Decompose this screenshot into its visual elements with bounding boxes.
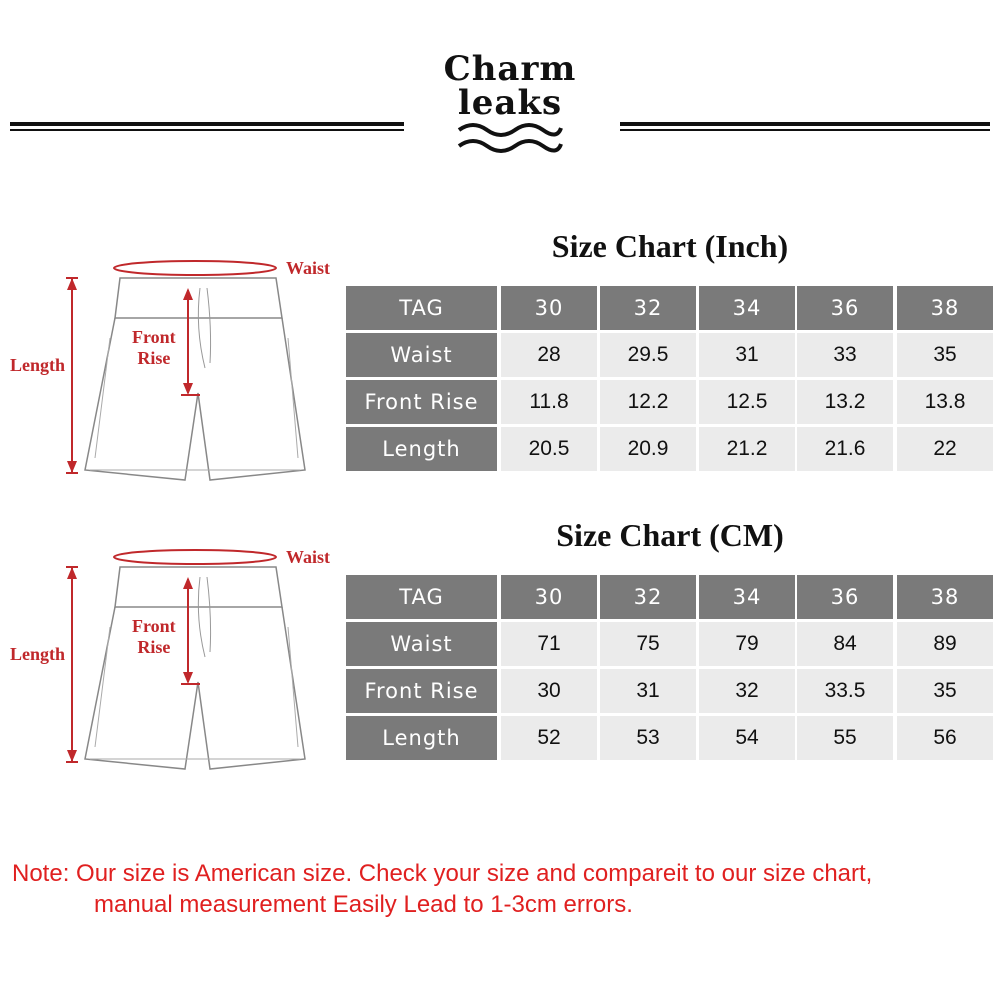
table-cell: 20.5 bbox=[501, 427, 597, 471]
table-cell: 32 bbox=[699, 669, 795, 713]
table-cell: 75 bbox=[600, 622, 696, 666]
table-header-cell: 30 bbox=[501, 286, 597, 330]
table-cell: 13.8 bbox=[897, 380, 993, 424]
chart-title: Size Chart (CM) bbox=[556, 517, 784, 553]
table-cell: 35 bbox=[897, 669, 993, 713]
length-label: Length bbox=[10, 355, 66, 375]
table-cell: 89 bbox=[897, 622, 993, 666]
table-cell: 33 bbox=[797, 333, 893, 377]
header-rule-right bbox=[620, 122, 990, 131]
table-cell: 21.2 bbox=[699, 427, 795, 471]
table-cell: 11.8 bbox=[501, 380, 597, 424]
row-label: Waist bbox=[346, 622, 497, 666]
length-label: Length bbox=[10, 644, 66, 664]
table-cell: 20.9 bbox=[600, 427, 696, 471]
table-cell: 28 bbox=[501, 333, 597, 377]
brand-line2: leaks bbox=[457, 83, 563, 123]
header-rule-left bbox=[10, 122, 404, 131]
table-cell: 12.2 bbox=[600, 380, 696, 424]
table-header-cell: TAG bbox=[346, 575, 497, 619]
row-label: Front Rise bbox=[346, 380, 497, 424]
table-cell: 55 bbox=[797, 716, 893, 760]
table-header-cell: 38 bbox=[897, 575, 993, 619]
table-header-cell: 36 bbox=[797, 575, 893, 619]
shorts-diagram bbox=[0, 537, 345, 782]
table-cell: 29.5 bbox=[600, 333, 696, 377]
table-cell: 84 bbox=[797, 622, 893, 666]
table-cell: 53 bbox=[600, 716, 696, 760]
table-cell: 13.2 bbox=[797, 380, 893, 424]
table-cell: 12.5 bbox=[699, 380, 795, 424]
table-header-cell: 30 bbox=[501, 575, 597, 619]
front-rise-label: Front Rise bbox=[132, 327, 176, 368]
table-header-cell: 36 bbox=[797, 286, 893, 330]
table-cell: 56 bbox=[897, 716, 993, 760]
table-header-cell: 34 bbox=[699, 286, 795, 330]
shorts-diagram bbox=[0, 248, 345, 493]
table-cell: 52 bbox=[501, 716, 597, 760]
table-header-cell: 32 bbox=[600, 286, 696, 330]
row-label: Waist bbox=[346, 333, 497, 377]
table-cell: 21.6 bbox=[797, 427, 893, 471]
table-cell: 35 bbox=[897, 333, 993, 377]
table-cell: 79 bbox=[699, 622, 795, 666]
brand-line1: Charm bbox=[443, 49, 577, 89]
row-label: Length bbox=[346, 716, 497, 760]
table-cell: 30 bbox=[501, 669, 597, 713]
table-cell: 71 bbox=[501, 622, 597, 666]
chart-title: Size Chart (Inch) bbox=[551, 228, 789, 264]
table-cell: 31 bbox=[600, 669, 696, 713]
table-header-cell: TAG bbox=[346, 286, 497, 330]
size-note bbox=[12, 858, 872, 920]
brand-logo bbox=[430, 49, 590, 161]
front-rise-label: Front Rise bbox=[132, 616, 176, 657]
table-cell: 54 bbox=[699, 716, 795, 760]
waist-label: Waist bbox=[286, 547, 331, 567]
waves-icon bbox=[455, 120, 565, 156]
note-line1: Note: Our size is American size. Check your size and compareit to our size chart, bbox=[12, 860, 873, 887]
row-label: Front Rise bbox=[346, 669, 497, 713]
table-cell: 33.5 bbox=[797, 669, 893, 713]
table-cell: 22 bbox=[897, 427, 993, 471]
table-header-cell: 34 bbox=[699, 575, 795, 619]
row-label: Length bbox=[346, 427, 497, 471]
note-line2: manual measurement Easily Lead to 1-3cm errors. bbox=[94, 891, 633, 918]
table-cell: 31 bbox=[699, 333, 795, 377]
table-header-cell: 38 bbox=[897, 286, 993, 330]
waist-label: Waist bbox=[286, 258, 331, 278]
table-header-cell: 32 bbox=[600, 575, 696, 619]
